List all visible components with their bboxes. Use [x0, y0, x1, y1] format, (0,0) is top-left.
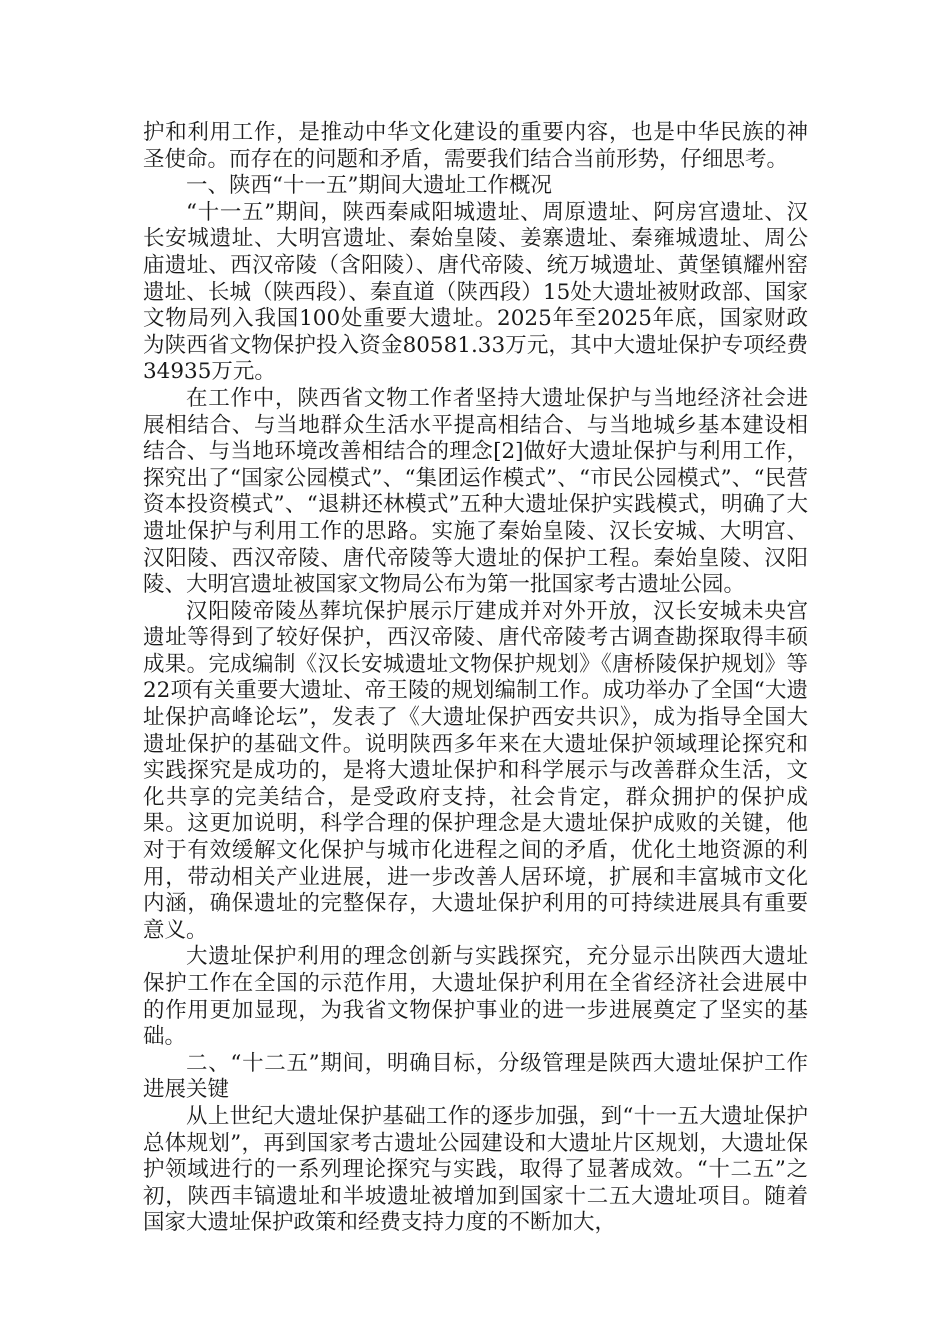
- document-body: [143, 120, 808, 1237]
- section-heading-2: 二、“十二五”期间，明确目标，分级管理是陕西大遗址保护工作进展关键: [143, 1050, 808, 1103]
- paragraph-work-practice: 在工作中，陕西省文物工作者坚持大遗址保护与当地经济社会进展相结合、与当地群众生活水平提高相结合、与当地城乡基本建设相结合、与当地环境改善相结合的理念[2]做好大遗址保护与利用工作，探究出了“国家公园模式”、“集团运作模式”、“市民公园模式”、“民营资本投资模式”、“退耕还林模式”五种大遗址保护实践模式，明确了大遗址保护与利用工作的思路。实施了秦始皇陵、汉长安城、大明宫、汉阳陵、西汉帝陵、唐代帝陵等大遗址的保护工程。秦始皇陵、汉阳陵、大明宫遗址被国家文物局公布为第一批国家考古遗址公园。: [143, 385, 808, 598]
- paragraph-twelfth-plan: 从上世纪大遗址保护基础工作的逐步加强，到“十一五大遗址保护总体规划”，再到国家考古遗址公园建设和大遗址片区规划，大遗址保护领域进行的一系列理论探究与实践，取得了显著成效。“十二五”之初，陕西丰镐遗址和半坡遗址被增加到国家十二五大遗址项目。随着国家大遗址保护政策和经费支持力度的不断加大，: [143, 1103, 808, 1236]
- paragraph-site-list: “十一五”期间，陕西秦咸阳城遗址、周原遗址、阿房宫遗址、汉长安城遗址、大明宫遗址、秦始皇陵、姜寨遗址、秦雍城遗址、周公庙遗址、西汉帝陵（含阳陵）、唐代帝陵、统万城遗址、黄堡镇耀州窑遗址、长城（陕西段）、秦直道（陕西段）15处大遗址被财政部、国家文物局列入我国100处重要大遗址。2025年至2025年底，国家财政为陕西省文物保护投入资金80581.33万元，其中大遗址保护专项经费34935万元。: [143, 199, 808, 385]
- paragraph-demonstration: 大遗址保护利用的理念创新与实践探究，充分显示出陕西大遗址保护工作在全国的示范作用，大遗址保护利用在全省经济社会进展中的作用更加显现，为我省文物保护事业的进一步进展奠定了坚实的基础。: [143, 944, 808, 1050]
- paragraph-achievements: 汉阳陵帝陵丛葬坑保护展示厅建成并对外开放，汉长安城未央宫遗址等得到了较好保护，西汉帝陵、唐代帝陵考古调查勘探取得丰硕成果。完成编制《汉长安城遗址文物保护规划》《唐桥陵保护规划》等22项有关重要大遗址、帝王陵的规划编制工作。成功举办了全国“大遗址保护高峰论坛”，发表了《大遗址保护西安共识》，成为指导全国大遗址保护的基础文件。说明陕西多年来在大遗址保护领域理论探究和实践探究是成功的，是将大遗址保护和科学展示与改善群众生活，文化共享的完美结合，是受政府支持，社会肯定，群众拥护的保护成果。这更加说明，科学合理的保护理念是大遗址保护成败的关键，他对于有效缓解文化保护与城市化进程之间的矛盾，优化土地资源的利用，带动相关产业进展，进一步改善人居环境，扩展和丰富城市文化内涵，确保遗址的完整保存，大遗址保护利用的可持续进展具有重要意义。: [143, 598, 808, 943]
- section-heading-1: 一、陕西“十一五”期间大遗址工作概况: [186, 173, 552, 199]
- paragraph-intro-continuation: 护和利用工作，是推动中华文化建设的重要内容，也是中华民族的神圣使命。而存在的问题和矛盾，需要我们结合当前形势，仔细思考。: [143, 120, 808, 172]
